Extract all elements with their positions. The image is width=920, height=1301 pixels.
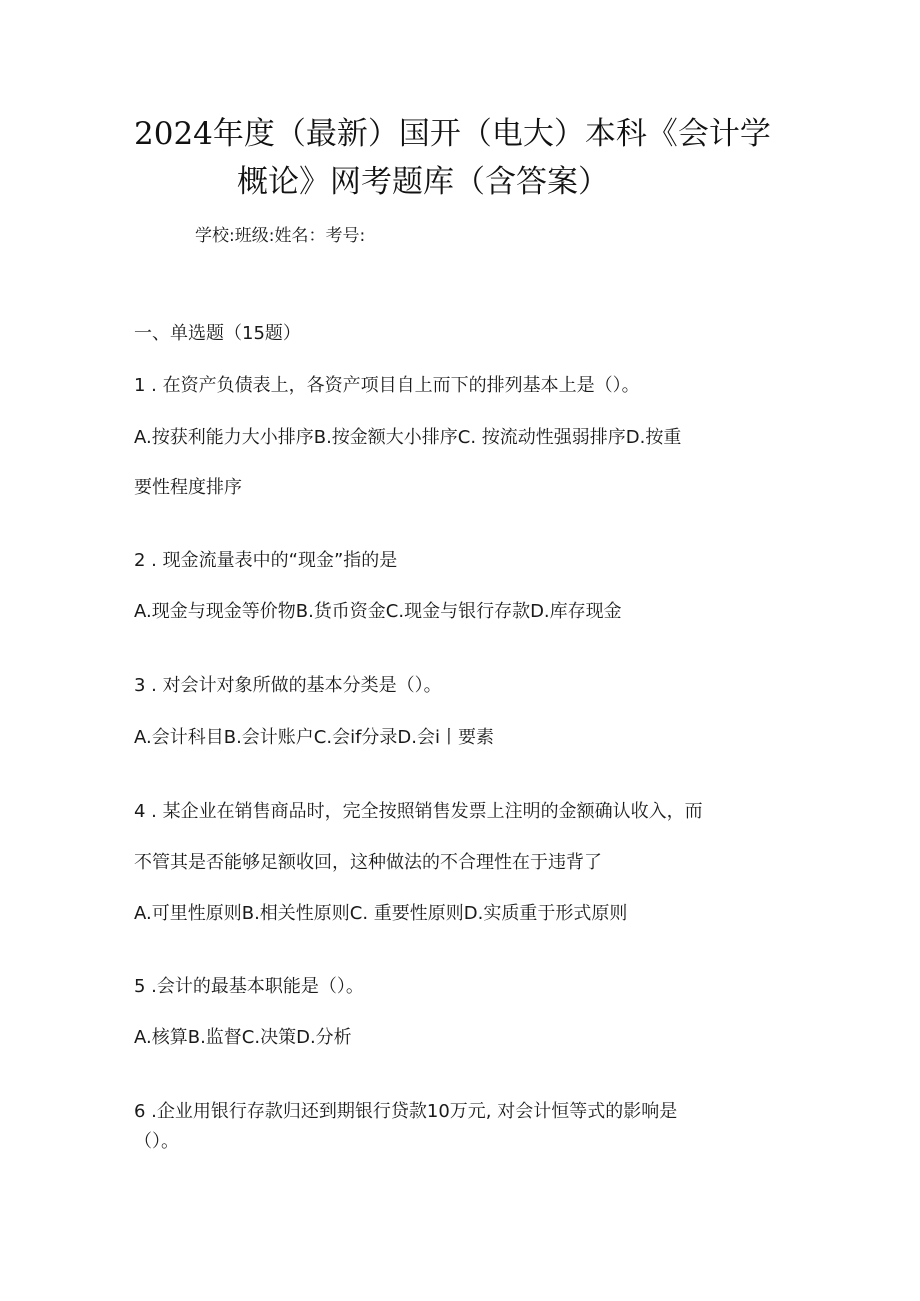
question-3-stem: 3 . 对会计对象所做的基本分类是（）。 (134, 675, 442, 696)
question-4-stem: 4 . 某企业在销售商品时，完全按照销售发票上注明的金额确认收入，而 (134, 801, 703, 822)
question-1-options: A.按获利能力大小排序B.按金额大小排序C. 按流动性强弱排序D.按重 (134, 427, 682, 448)
section-heading: 一、单选题（15题） (134, 323, 301, 344)
question-2-stem: 2 . 现金流量表中的“现金”指的是 (134, 550, 398, 571)
question-5-stem: 5 .会计的最基本职能是（）。 (134, 976, 364, 997)
document-title-line-1: 2024年度（最新）国开（电大）本科《会计学 (134, 116, 771, 152)
question-6-stem-continued: （）。 (134, 1131, 179, 1152)
question-1-options-continued: 要性程度排序 (134, 477, 242, 498)
question-4-options: A.可里性原则B.相关性原则C. 重要性原则D.实质重于形式原则 (134, 903, 628, 924)
document-title-line-2: 概论》网考题库（含答案） (237, 164, 609, 200)
student-info-line: 学校:班级:姓名：考号: (195, 226, 366, 246)
question-4-stem-continued: 不管其是否能够足额收回，这种做法的不合理性在于违背了 (134, 852, 602, 873)
question-1-stem: 1 . 在资产负债表上，各资产项目自上而下的排列基本上是（）。 (134, 375, 640, 396)
question-2-options: A.现金与现金等价物B.货币资金C.现金与银行存款D.库存现金 (134, 601, 622, 622)
question-6-stem: 6 .企业用银行存款归还到期银行贷款10万元, 对会计恒等式的影响是 (134, 1101, 678, 1122)
question-3-options: A.会计科目B.会计账户C.会if分录D.会i丨要素 (134, 727, 494, 748)
question-5-options: A.核算B.监督C.决策D.分析 (134, 1027, 352, 1048)
